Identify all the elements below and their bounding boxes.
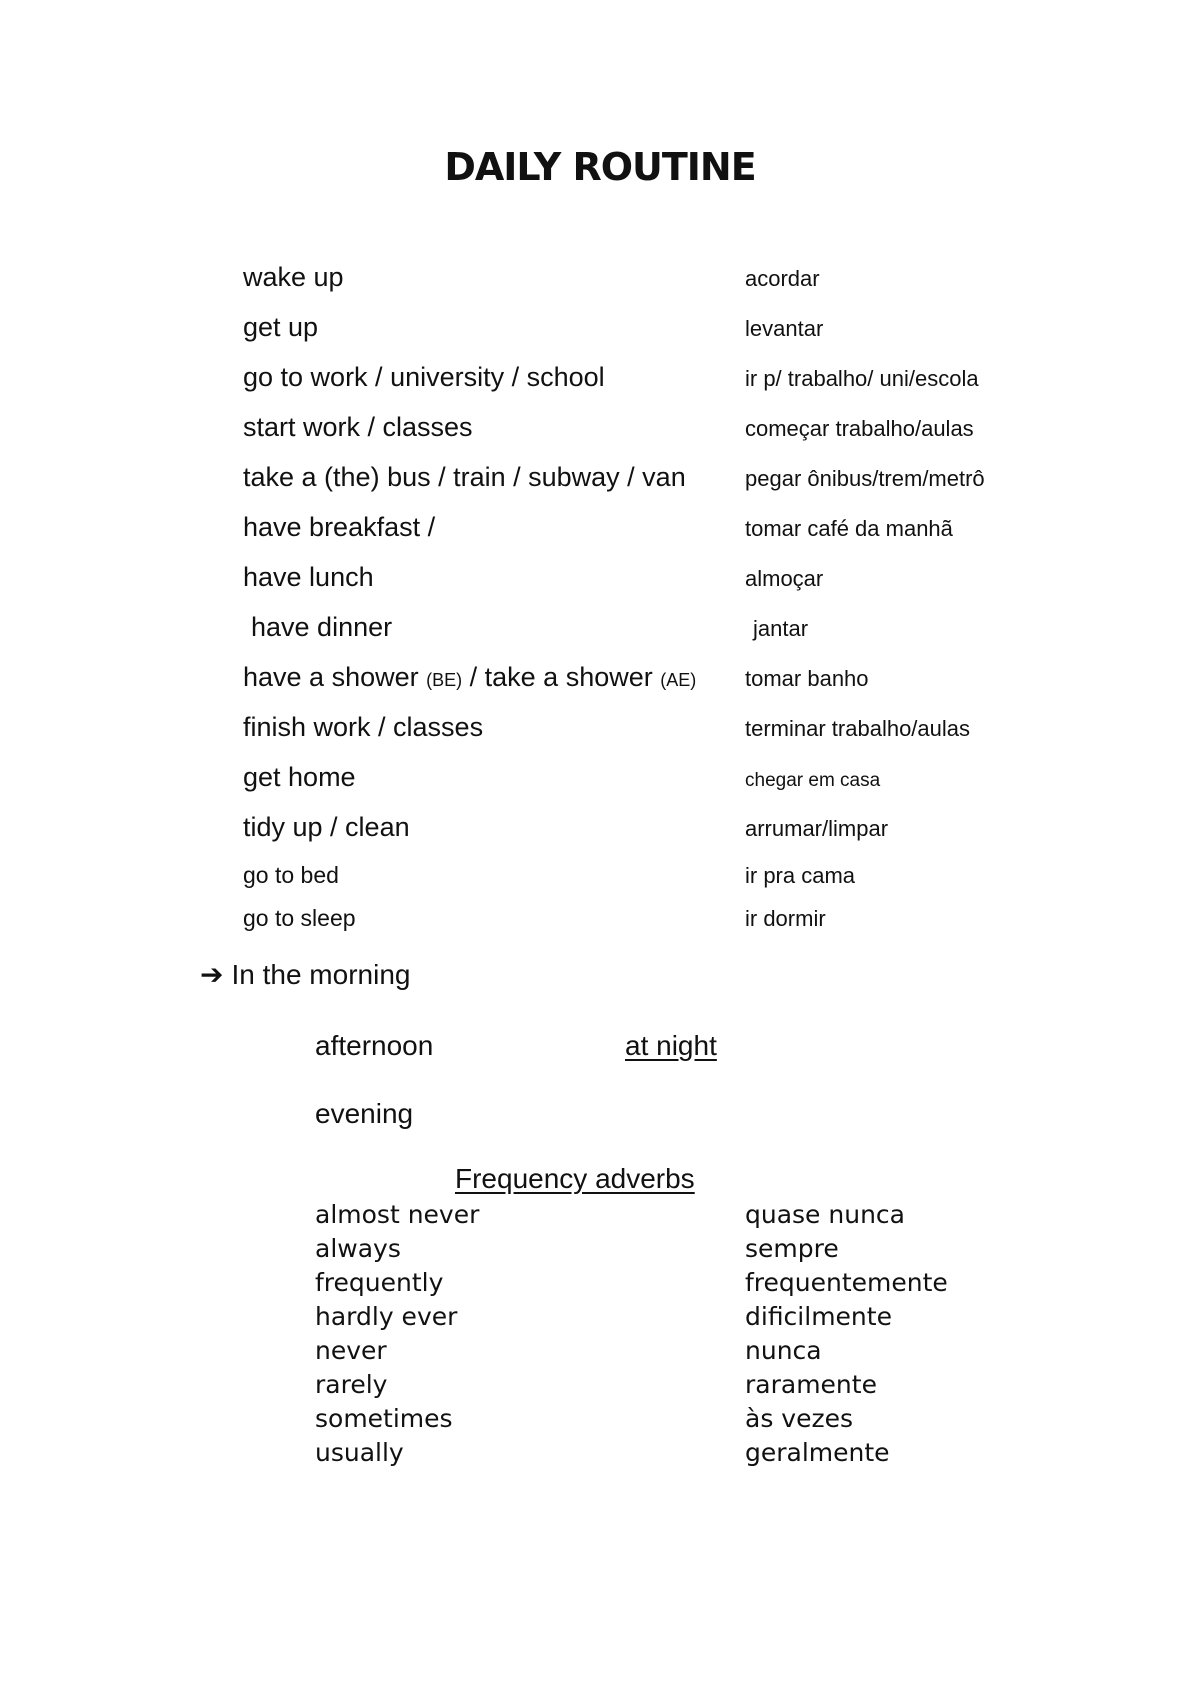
vocab-pt: acordar	[745, 266, 820, 291]
frequency-pt: frequentemente	[745, 1268, 948, 1297]
frequency-pt: nunca	[745, 1336, 822, 1365]
vocab-pt: pegar ônibus/trem/metrô	[745, 466, 985, 491]
vocab-pt: tomar banho	[745, 666, 869, 691]
vocab-pt: almoçar	[745, 566, 824, 591]
vocab-row	[243, 412, 1063, 462]
vocab-pt: arrumar/limpar	[745, 816, 889, 841]
vocab-row	[243, 905, 1063, 948]
frequency-pt: geralmente	[745, 1438, 890, 1467]
frequency-en: usually	[315, 1438, 404, 1467]
vocab-row	[243, 312, 1063, 362]
frequency-en: frequently	[315, 1268, 444, 1297]
vocab-en: tidy up / clean	[243, 812, 410, 842]
frequency-heading: Frequency adverbs	[455, 1163, 695, 1194]
vocab-pt: levantar	[745, 316, 824, 341]
time-of-day-line	[200, 958, 410, 991]
vocab-row	[243, 612, 1063, 662]
morning-label: In the morning	[231, 958, 411, 990]
vocab-en: start work / classes	[243, 412, 473, 442]
vocab-row	[243, 262, 1063, 312]
vocab-row	[243, 812, 1063, 862]
vocab-note: (BE)	[426, 670, 463, 690]
frequency-en: almost never	[315, 1200, 480, 1229]
vocab-list	[243, 262, 1063, 948]
vocab-en: wake up	[243, 262, 344, 292]
vocab-en: take a (the) bus / train / subway / van	[243, 462, 686, 492]
afternoon-label: afternoon	[315, 1030, 434, 1061]
vocab-row	[243, 762, 1063, 812]
vocab-en: finish work / classes	[243, 712, 484, 742]
vocab-pt: ir pra cama	[745, 863, 856, 888]
vocab-en-part: have a shower	[243, 662, 419, 692]
vocab-row	[243, 362, 1063, 412]
night-label: at night	[625, 1030, 717, 1061]
frequency-list	[315, 1200, 1035, 1472]
vocab-en: get home	[243, 762, 356, 792]
frequency-row	[315, 1200, 1035, 1234]
vocab-pt: ir dormir	[745, 906, 826, 931]
frequency-row	[315, 1336, 1035, 1370]
frequency-pt: quase nunca	[745, 1200, 905, 1229]
frequency-row	[315, 1438, 1035, 1472]
vocab-row	[243, 712, 1063, 762]
vocab-en: have dinner	[251, 612, 393, 642]
frequency-pt: às vezes	[745, 1404, 853, 1433]
frequency-pt: dificilmente	[745, 1302, 892, 1331]
vocab-pt: chegar em casa	[745, 770, 881, 791]
vocab-pt: ir p/ trabalho/ uni/escola	[745, 366, 979, 391]
arrow-right-icon: ➔	[200, 958, 224, 991]
frequency-en: never	[315, 1336, 387, 1365]
vocab-en-shower	[243, 662, 745, 693]
vocab-pt: começar trabalho/aulas	[745, 416, 974, 441]
vocab-pt: jantar	[753, 616, 809, 641]
frequency-pt: sempre	[745, 1234, 839, 1263]
vocab-row	[243, 862, 1063, 905]
vocab-en: go to work / university / school	[243, 362, 605, 392]
vocab-note: (AE)	[660, 670, 697, 690]
frequency-en: always	[315, 1234, 401, 1263]
frequency-en: hardly ever	[315, 1302, 458, 1331]
frequency-en: rarely	[315, 1370, 388, 1399]
frequency-pt: raramente	[745, 1370, 877, 1399]
evening-label: evening	[315, 1098, 414, 1129]
vocab-row	[243, 512, 1063, 562]
frequency-row	[315, 1234, 1035, 1268]
frequency-row	[315, 1268, 1035, 1302]
frequency-en: sometimes	[315, 1404, 453, 1433]
page-title: DAILY ROUTINE	[444, 145, 756, 189]
vocab-pt: terminar trabalho/aulas	[745, 716, 971, 741]
vocab-en: go to sleep	[243, 905, 356, 931]
vocab-en: have breakfast /	[243, 512, 436, 542]
vocab-en: go to bed	[243, 862, 339, 888]
vocab-pt: tomar café da manhã	[745, 516, 953, 541]
frequency-row	[315, 1404, 1035, 1438]
vocab-row	[243, 662, 1063, 712]
frequency-row	[315, 1370, 1035, 1404]
vocab-row	[243, 562, 1063, 612]
vocab-en: have lunch	[243, 562, 374, 592]
vocab-en-part: / take a shower	[469, 662, 653, 692]
vocab-row	[243, 462, 1063, 512]
frequency-row	[315, 1302, 1035, 1336]
vocab-en: get up	[243, 312, 319, 342]
